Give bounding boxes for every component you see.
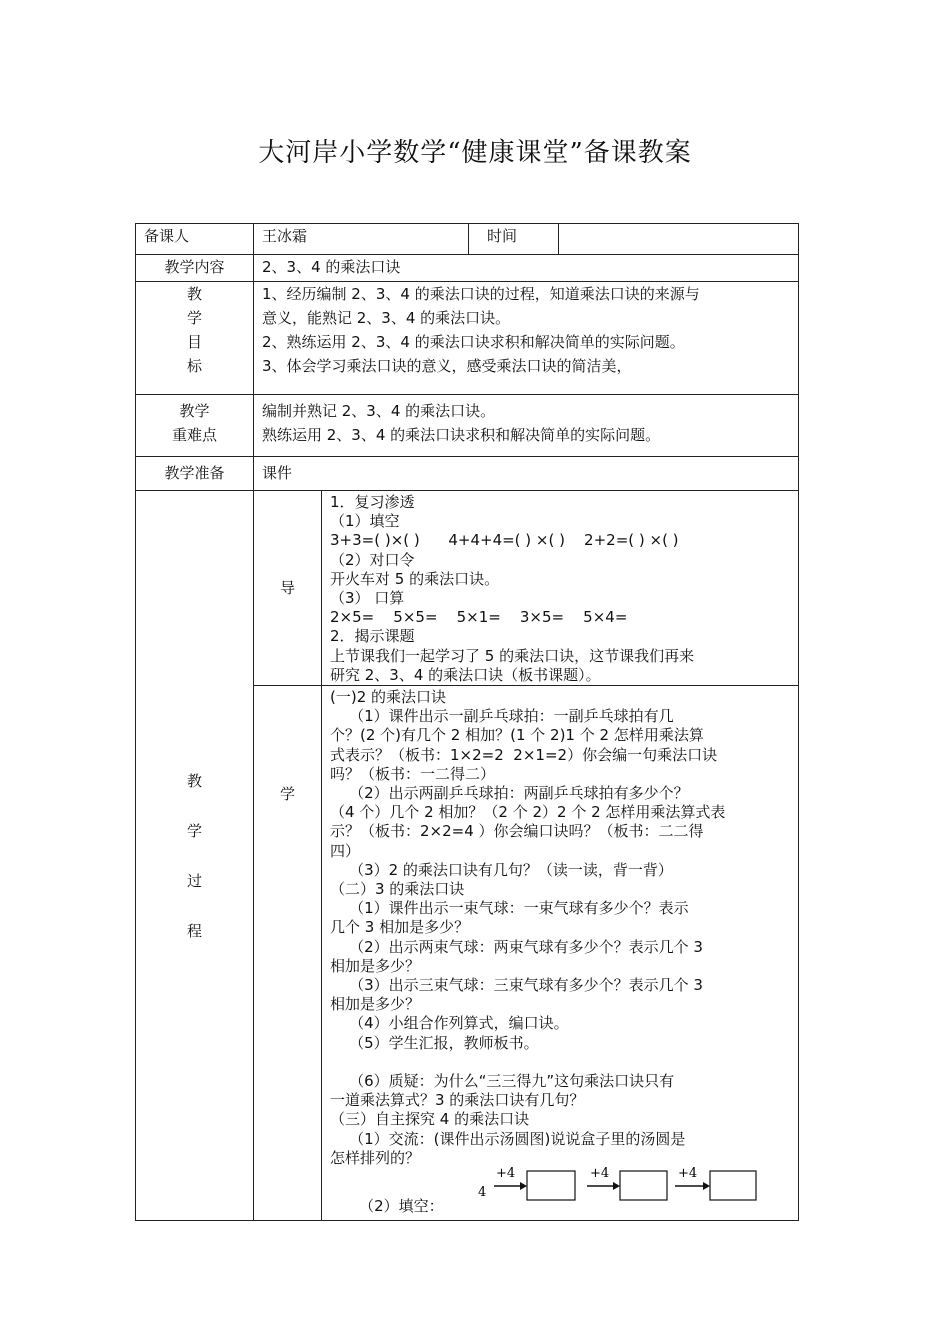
learn-line: 相加是多少？ [330,995,421,1014]
content-label: 教学内容 [136,255,254,282]
learn-line: (一)2 的乘法口诀 [330,688,447,707]
diagram-arrowhead [703,1182,710,1190]
guide-label: 导 [254,491,322,686]
learn-line: （4）小组合作列算式，编口诀。 [330,1014,569,1033]
lesson-plan-table [135,223,799,1221]
learn-line: 四） [330,841,361,860]
diagram-arrowhead [520,1182,527,1190]
key-point-line: 编制并熟记 2、3、4 的乘法口诀。 [262,402,496,420]
diagram-start-number: 4 [478,1184,487,1200]
guide-line: 开火车对 5 的乘法口诀。 [330,569,500,588]
preparer-value: 王冰霜 [254,224,469,255]
learn-line: 几个 3 相加是多少？ [330,918,470,937]
goals-label: 教 学 目 标 [136,282,254,395]
learn-line: （三）自主探究 4 的乘法口诀 [330,1110,530,1129]
learn-line: 一道乘法算式？3 的乘法口诀有几句？ [330,1091,585,1110]
learn-line: （6）质疑：为什么“三三得九”这句乘法口诀只有 [330,1071,675,1090]
learn-line: （1）课件出示一束气球：一束气球有多少个？表示 [330,899,689,918]
learn-line: 怎样排列的？ [330,1148,421,1167]
key-points-content [254,395,799,457]
learn-line: （1）交流：(课件出示汤圆图)说说盒子里的汤圆是 [330,1129,686,1148]
key-point-line: 熟练运用 2、3、4 的乘法口诀求积和解决简单的实际问题。 [262,426,661,444]
guide-line: （2）对口令 [330,550,415,569]
diagram-blank-box[interactable] [710,1171,756,1200]
diagram-arrowhead [613,1182,620,1190]
diagram-blank-box[interactable] [527,1171,575,1200]
learn-line: 示？（板书：2×2=4 ）你会编口诀吗？（板书：二二得 [330,822,704,841]
learn-line: （5）学生汇报，教师板书。 [330,1033,539,1052]
learn-line: 吗？（板书：一二得二） [330,764,496,783]
goal-line: 2、熟练运用 2、3、4 的乘法口诀求积和解决简单的实际问题。 [262,333,685,351]
goal-line: 意义，能熟记 2、3、4 的乘法口诀。 [262,309,511,327]
learn-content [322,686,799,1221]
guide-line: 2．揭示课题 [330,627,415,646]
page-title: 大河岸小学数学“健康课堂”备课教案 [258,138,692,168]
guide-line: 2×5= 5×5= 5×1= 3×5= 5×4= [330,608,628,627]
fill-label: （2）填空： [340,1196,444,1215]
learn-line: 式表示？（板书：1×2=2 2×1=2）你会编一句乘法口诀 [330,745,718,764]
time-value [559,224,799,255]
fill-in-row [330,1165,790,1215]
preparer-label: 备课人 [136,224,254,255]
prep-label: 教学准备 [136,457,254,491]
guide-line: 研究 2、3、4 的乘法口诀（板书课题）。 [330,665,601,684]
goal-line: 1、经历编制 2、3、4 的乘法口诀的过程，知道乘法口诀的来源与 [262,285,700,303]
guide-line: （1）填空 [330,512,400,531]
process-label: 教 学 过 程 [136,491,254,1221]
guide-line: 1．复习渗透 [330,493,415,511]
learn-line: 相加是多少？ [330,956,421,975]
learn-line: （二）3 的乘法口诀 [330,880,465,899]
goal-line: 3、体会学习乘法口诀的意义，感受乘法口诀的简洁美， [262,357,632,375]
diagram-step-label: +4 [590,1165,610,1181]
diagram-step-label: +4 [496,1165,516,1181]
guide-line: 上节课我们一起学习了 5 的乘法口诀，这节课我们再来 [330,646,695,665]
learn-line: （3）2 的乘法口诀有几句？（读一读，背一背） [330,860,673,879]
key-points-label: 教学 重难点 [136,395,254,457]
learn-line: （2）出示两束气球：两束气球有多少个？表示几个 3 [330,937,703,956]
learn-line [330,1053,790,1072]
content-value: 2、3、4 的乘法口诀 [254,255,799,282]
guide-line: （3） 口算 [330,589,405,608]
learn-line: （3）出示三束气球：三束气球有多少个？表示几个 3 [330,976,703,995]
learn-line: （2）出示两副乒乓球拍：两副乒乓球拍有多少个？ [330,784,689,803]
learn-line: （4 个）几个 2 相加？（2 个 2）2 个 2 怎样用乘法算式表 [330,803,726,822]
diagram-blank-box[interactable] [620,1171,667,1200]
diagram-step-label: +4 [678,1165,698,1181]
prep-value: 课件 [254,457,799,491]
learn-line: 个？(2 个)有几个 2 相加？(1 个 2)1 个 2 怎样用乘法算 [330,726,704,745]
time-label: 时间 [469,224,559,255]
learn-line: （1）课件出示一副乒乓球拍：一副乒乓球拍有几 [330,707,674,726]
guide-line: 3+3=( )×( ) 4+4+4=( ) ×( ) 2+2=( ) ×( ) [330,531,679,550]
fill-in-diagram [476,1162,766,1212]
learn-label: 学 [254,686,322,1221]
goals-content [254,282,799,395]
guide-content [322,491,799,686]
